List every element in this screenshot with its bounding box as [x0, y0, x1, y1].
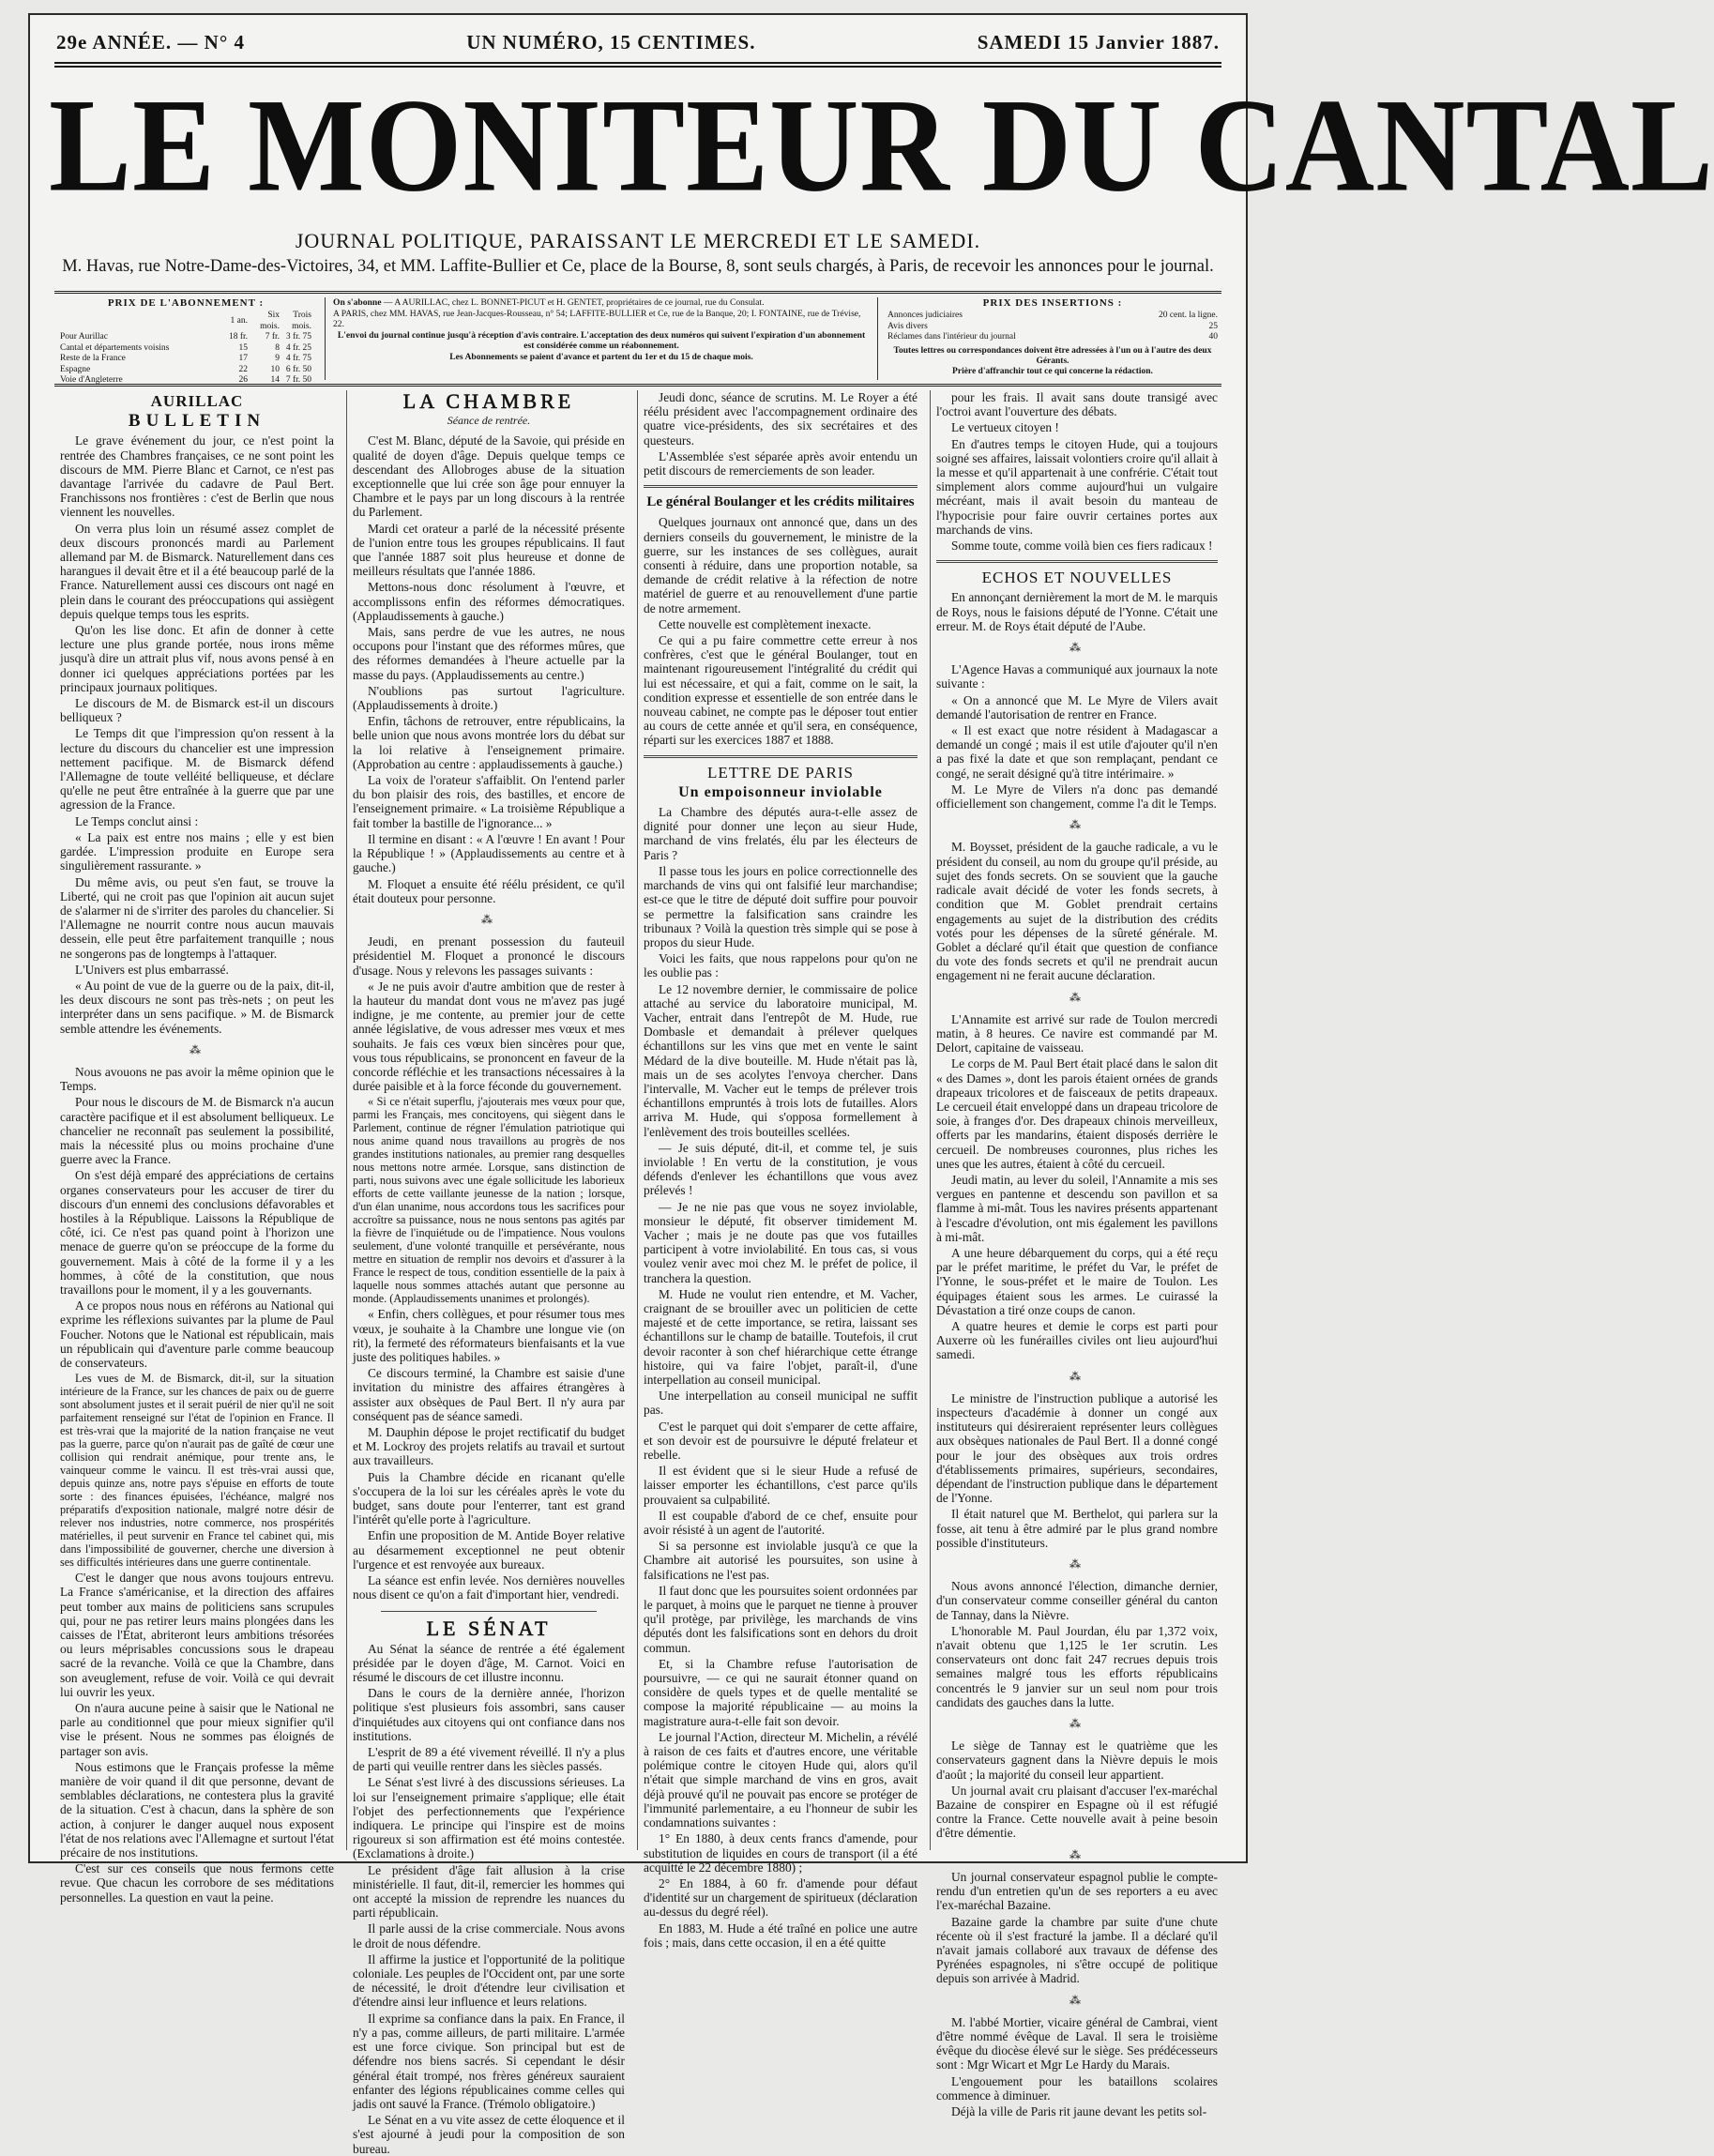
- paragraph: L'esprit de 89 a été vivement réveillé. Il n'y a plus de parti qui veuille rentrer dans les siècles passés.: [353, 1745, 625, 1774]
- paragraph: Le journal l'Action, directeur M. Michelin, a révélé à raison de ces faits et d'autres encore, une véritable polémique contre le citoyen Hude qui, alors qu'il n'était que simple marchand de vins en gros, avait déjà prouvé qu'il ne pouvait pas encore se protéger de l'immunité parlementaire, a eu l'honneur de subir les condamnations suivantes :: [644, 1729, 918, 1830]
- paragraph: On s'est déjà emparé des appréciations de certains organes conservateurs pour les accuser de tirer du discours d'un ennemi des conclusions défavorables et hostiles à la République. Laissons la République de côté, ici. Ce n'est pas quand point à l'horizon une menace de guerre qu'on se préoccupe de la forme du gouvernement. Mais à côté de la forme il y a les hommes, à côté de la constitution, que nous travaillons pour le moment, il y a les gouvernants.: [60, 1168, 334, 1297]
- paragraph: Si sa personne est inviolable jusqu'à ce que la Chambre ait autorisé les poursuites, son usine à falsifications ne l'est pas.: [644, 1539, 918, 1582]
- subscription-title: PRIX DE L'ABONNEMENT :: [107, 297, 265, 309]
- issue-date: SAMEDI 15 Janvier 1887.: [977, 30, 1220, 53]
- table-row: Reste de la France 17 9 4 fr. 75: [60, 354, 311, 363]
- paragraph: Nous avons annoncé l'élection, dimanche dernier, d'un conservateur comme conseiller général du canton de Tannay, dans la Nièvre.: [936, 1579, 1218, 1622]
- paragraph: L'Annamite est arrivé sur rade de Toulon mercredi matin, à 8 heures. Ce navire est commandé par M. Delort, capitaine de vaisseau.: [936, 1011, 1218, 1055]
- asterism-separator: ⁂: [1069, 1993, 1085, 2007]
- correspondence-note: Toutes lettres ou correspondances doivent être adressées à l'un ou à l'autre des deux Gérants.: [893, 345, 1212, 366]
- paragraph: Ce qui a pu faire commettre cette erreur à nos confrères, c'est que le général Boulanger, tout en maintenant rigoureusement l'intégralité du crédit qui lui est nécessaire, et qui a fait, comme on le sait, la condition expresse et essentielle de son entrée dans le nouveau cabinet, ne compte pas le déposer tout entier au cours de cette année et qu'il sera, en conséquence, réparti sur les exercices 1887 et 1888.: [644, 633, 918, 748]
- paragraph: A une heure débarquement du corps, qui a été reçu par le préfet maritime, le préfet du Var, le préfet de l'Yonne, le sous-préfet et le maire de Toulon. Les équipages étaient sous les armes. Le cuirassé la Dévastation a tiré onze coups de canon.: [936, 1245, 1218, 1317]
- asterism-separator: ⁂: [1069, 990, 1085, 1004]
- asterism-separator: ⁂: [1069, 641, 1085, 655]
- table-row: Voie d'Angleterre 26 14 7 fr. 50: [60, 375, 311, 385]
- senat-article-continued: [644, 390, 918, 478]
- section-heading-aurillac: AURILLAC: [150, 392, 244, 410]
- address-paris: A PARIS, chez MM. HAVAS, rue Jean-Jacques-Rousseau, n° 54; LAFFITE-BULLIER et Ce, rue de la Banque, 20; I. FONTAINE, rue de Trévise, 22.: [333, 308, 861, 329]
- insertion-prices: [887, 297, 1218, 380]
- separator-rule: [644, 485, 918, 488]
- paragraph: Le discours de M. de Bismarck est-il un discours belliqueux ?: [60, 696, 334, 725]
- lettre-de-paris-article: [644, 805, 918, 1950]
- issue-number: 29e ANNÉE. — N° 4: [56, 30, 245, 53]
- table-row: Espagne 22 10 6 fr. 50: [60, 364, 311, 374]
- paragraph: C'est le danger que nous avons toujours entrevu. La France s'américanise, et la direction des affaires peut tomber aux mains de politiciens sans scrupules qui, pour ne pas retirer leurs mains plongées dans les caisses de l'État, abriteront leurs ambitions trésorées ou leurs méprisables concussions sous le drapeau sacré de la revanche. Voilà ce que la Chambre, dans son aveuglement, refuse de voir. Voilà ce qui devrait lui ouvrir les yeux.: [60, 1571, 334, 1699]
- paragraph: C'est sur ces conseils que nous fermons cette revue. Que chacun les corrobore de ses méditations personnelles. La question en vaut la peine.: [60, 1861, 334, 1905]
- echos-article: [936, 590, 1218, 2118]
- paragraph: Jeudi matin, au lever du soleil, l'Annamite a mis ses vergues en pantenne et descendu son pavillon et sa flamme à mi-mât. Tous les navires présents appartenant à l'escadre d'évolution, ont mis également les pavillons à mi-mât.: [936, 1172, 1218, 1244]
- paragraph: « Au point de vue de la guerre ou de la paix, dit-il, les deux discours ne sont pas très-nets ; on peut les interpréter dans un sens pacifique. » M. de Bismarck semble attendre les événements.: [60, 978, 334, 1036]
- paragraph: A ce propos nous nous en référons au National qui exprime les réflexions suivantes par la plume de Paul Foucher. Notons que le National est républicain, mais un républicain qui d'aventure parle comme beaucoup de conservateurs.: [60, 1298, 334, 1370]
- subscription-table: 1 an. Six mois. Trois mois. Pour Aurillac 18 fr. 7 fr. 3 fr. 75 Cantal et départements voisins 15 8 4 fr. 25 Reste de la France 17 9 4 fr. 75 Espagne 22 10 6 fr. 50 Voie d'Angleterre 26 14 7 fr. 50: [60, 311, 311, 385]
- paragraph: Il passe tous les jours en police correctionnelle des marchands de vins qui ont falsifié leur marchandise; est-ce que le titre de député doit suffire pour pouvoir se permettre la falsification sans craindre les tribunaux ? Voilà la question très simple qui se pose à propos du sieur Hude.: [644, 863, 918, 949]
- paragraph: Un journal avait cru plaisant d'accuser l'ex-maréchal Bazaine de conspirer en Espagne où il est réfugié contre la France. Cette nouvelle avait à peine besoin d'être démentie.: [936, 1783, 1218, 1841]
- paragraph: M. l'abbé Mortier, vicaire général de Cambrai, vient d'être nommé évêque de Laval. Il sera le troisième évêque du diocèse élevé sur le siège. Ses prédécesseurs sont : Mgr Wicart et Mgr Le Hardy du Marais.: [936, 2014, 1218, 2072]
- paragraph: Ce discours terminé, la Chambre est saisie d'une invitation du ministre des affaires étrangères à assister aux obsèques de Paul Bert. Il n'y aura par conséquent pas de séance samedi.: [353, 1366, 625, 1423]
- section-heading-lettre-de-paris: LETTRE DE PARIS: [706, 763, 855, 782]
- section-heading-chambre: LA CHAMBRE: [402, 389, 575, 413]
- table-row: Annonces judiciaires 20 cent. la ligne.: [887, 311, 1218, 320]
- top-rule-2: [54, 66, 1221, 68]
- paragraph: M. Le Myre de Vilers n'a donc pas demandé officiellement son changement, comme l'a dit le Temps.: [936, 782, 1218, 812]
- asterism-separator: ⁂: [1069, 818, 1085, 832]
- table-row: Cantal et départements voisins 15 8 4 fr. 25: [60, 342, 311, 353]
- paragraph: 1° En 1880, à deux cents francs d'amende, pour substitution de liquides en cours de transport (il a été acquitté le 22 décembre 1880) ;: [644, 1831, 918, 1875]
- separator-rule: [936, 560, 1218, 563]
- paragraph: La Chambre des députés aura-t-elle assez de dignité pour donner une leçon au sieur Hude, marchand de vins frelatés, élu par les électeurs de Paris ?: [644, 805, 918, 862]
- paragraph: « Il est exact que notre résident à Madagascar a demandé un congé ; mais il est utile d'ajouter qu'il n'en a pas fixé la date et que son remplaçant, pendant ce congé, ne serait désigné qu'à titre intérimaire. »: [936, 723, 1218, 781]
- paragraph: Il parle aussi de la crise commerciale. Nous avons le droit de nous défendre.: [353, 1921, 625, 1951]
- paragraph: Puis la Chambre décide en ricanant qu'elle s'occupera de la loi sur les céréales après le vote du budget, sans doute pour l'enterrer, tant est grand l'intérêt qu'elle porte à l'agriculture.: [353, 1469, 625, 1527]
- paragraph: Nous avouons ne pas avoir la même opinion que le Temps.: [60, 1064, 334, 1094]
- paragraph: Somme toute, comme voilà bien ces fiers radicaux !: [951, 539, 1213, 554]
- paragraph: Qu'on les lise donc. Et afin de donner à cette lecture une plus grande portée, nous irons même jusqu'à dire un attrait plus vif, nous avons pensé à en donner ici quelques appréciations portées par les principaux journaux politiques.: [60, 623, 334, 694]
- paragraph: M. Boysset, président de la gauche radicale, a vu le président du conseil, au nom du groupe qu'il préside, au sujet des fonds secrets. On se souvient que la gauche radicale avait décidé de voter les fonds secrets, à condition que M. Goblet prendrait certains engagements au sujet de la distribution des crédits votés pour les dépenses de la sûreté générale. M. Goblet a déclaré qu'il était que question de confiance du vote des fonds secrets et qu'il ne prendrait aucun engagement ni ne ferait aucune déclaration.: [936, 840, 1218, 983]
- paragraph: On n'aura aucune peine à saisir que le National ne parle au conditionnel que pour mieux signifier qu'il vise le présent. Nous ne sommes pas éloignés de partager son avis.: [60, 1701, 334, 1758]
- separator-rule: [644, 755, 918, 758]
- lettre-de-paris-continued: [936, 390, 1218, 553]
- section-heading-senat: LE SÉNAT: [426, 1617, 552, 1641]
- payment-note: Les Abonnements se paient d'avance et partent du 1er et du 15 de chaque mois.: [449, 351, 753, 362]
- paragraph: Nous estimons que le Français professe la même manière de voir quand il dit que personne, devant de semblables déclarations, ne contestera plus la gravité de la situation. C'est à chacun, dans la sphère de son action, à conjurer le danger auquel nous exposent l'état de nos relations avec l'Allemagne et surtout l'état précaire de nos institutions.: [60, 1759, 334, 1860]
- paragraph: Il exprime sa confiance dans la paix. En France, il n'y a pas, comme ailleurs, de parti militaire. L'armée est une force civique. Son principal but est de défendre nos biens sacrés. Si cependant le désir général était trompé, nos frères généreux sauraient enfanter des légions républicaines comme celles qui jadis ont sauvé la France. (Trémolo obligatoire.): [353, 2011, 625, 2111]
- paragraph: Cette nouvelle est complètement inexacte.: [659, 616, 872, 631]
- paragraph: Il affirme la justice et l'opportunité de la politique coloniale. Les peuples de l'Occident ont, par une sorte de nécessité, le droit d'étendre leur civilisation et d'étendre ainsi leur influence et leurs relations.: [353, 1951, 625, 2010]
- asterism-separator: ⁂: [1069, 1369, 1085, 1383]
- newspaper-subtitle: JOURNAL POLITIQUE, PARAISSANT LE MERCREDI ET LE SAMEDI.: [295, 229, 981, 252]
- paragraph: En annonçant dernièrement la mort de M. le marquis de Roys, nous le faisions député de l'Yonne. C'était une erreur. M. de Roys était député de l'Aube.: [936, 590, 1218, 633]
- paragraph: Le Temps conclut ainsi :: [75, 813, 199, 828]
- paragraph: L'honorable M. Paul Jourdan, élu par 1,372 voix, n'avait obtenu que 1,125 le 1er scrutin. Les conservateurs ont donc fait 247 recrues depuis trois semaines malgré tous les efforts républicains concentrés le 9 janvier sur un seul nom pour trois candidats des gauches dans la lutte.: [936, 1623, 1218, 1709]
- paragraph: Il est coupable d'abord de ce chef, ensuite pour avoir résisté à un agent de l'autorité.: [644, 1508, 918, 1538]
- boulanger-article: [644, 515, 918, 747]
- paragraph: Dans le cours de la dernière année, l'horizon politique s'est plusieurs fois assombri, sans causer d'inquiétudes aux citoyens qui ont confiance dans nos institutions.: [353, 1686, 625, 1743]
- paragraph: M. Floquet a ensuite été réélu président, ce qu'il était douteux pour personne.: [353, 876, 625, 905]
- address-aurillac: A AURILLAC, chez L. BONNET-PICUT et H. GENTET, propriétaires de ce journal, rue du Consulat.: [394, 297, 765, 308]
- paragraph: Le vertueux citoyen !: [951, 420, 1059, 435]
- table-row: Avis divers 25: [887, 321, 1218, 331]
- paragraph: M. Dauphin dépose le projet rectificatif du budget et M. Lockroy des projets relatifs au travail et surtout aux travailleurs.: [353, 1424, 625, 1468]
- paragraph: Du même avis, ou peut s'en faut, se trouve la Liberté, qui ne croit pas que l'opinion ait aucun sujet de s'alarmer ni de s'irriter des paroles du chancelier. Si l'Allemagne ne nourrit contre nous aucun mauvais dessein, elle peut être parfaitement tranquille ; nous ne songerons pas de longtemps à l'attaquer.: [60, 874, 334, 961]
- paragraph: Le grave événement du jour, ce n'est point la rentrée des Chambres françaises, ce ne sont point les discours de MM. Pierre Blanc et Carnot, ce n'est pas davantage l'arrivée du cadavre de Paul Bert. Franchissons nos frontières : c'est de Berlin que nous viennent les nouvelles.: [60, 433, 334, 520]
- asterism-separator: ⁂: [1069, 1557, 1085, 1571]
- asterism-separator: ⁂: [190, 1042, 205, 1056]
- paragraph: « La paix est entre nos mains ; elle y est bien gardée. L'impression produite en Europe sera singulièrement rassurante. »: [60, 829, 334, 873]
- paragraph: Jeudi donc, séance de scrutins. M. Le Royer a été réélu président avec l'accompagnement ordinaire des quatre vice-présidents, des six secrétaires et des questeurs.: [644, 390, 918, 448]
- dateline: [56, 28, 1220, 56]
- paragraph: Le ministre de l'instruction publique a autorisé les inspecteurs d'académie à donner un congé aux instituteurs qui désireraient représenter leurs collègues aux obsèques nationales de Paul Bert. Il a donné congé pour le jour des obsèques aux trois ordres d'établissements primaires, supérieurs, secondaires, dépendant de l'instruction publique dans le département de l'Yonne.: [936, 1390, 1218, 1506]
- paragraph: Au Sénat la séance de rentrée a été également présidée par le doyen d'âge, M. Carnot. Voici en résumé le discours de cet illustre inconnu.: [353, 1641, 625, 1685]
- continuation-note: L'envoi du journal continue jusqu'à réception d'avis contraire. L'acceptation des deux numéros qui suivent l'expiration d'un abonnement est considérée comme un réabonnement.: [337, 329, 866, 351]
- subscription-info-box: [54, 291, 1221, 387]
- paragraph: N'oublions pas surtout l'agriculture. (Applaudissements à droite.): [353, 683, 625, 713]
- paragraph: Une interpellation au conseil municipal ne suffit pas.: [644, 1389, 918, 1418]
- paragraph: Enfin une proposition de M. Antide Boyer relative au désarmement exceptionnel ne peut obtenir l'urgence et est renvoyée aux bureaux.: [353, 1528, 625, 1571]
- paragraph: « Enfin, chers collègues, et pour résumer tous mes vœux, je souhaite à la Chambre une longue vie (on rit), la fermeté des réformateurs bienfaisants et la vue juste des politiques habiles. »: [353, 1307, 625, 1364]
- section-heading-boulanger: Le général Boulanger et les crédits militaires: [646, 494, 915, 510]
- paragraph: L'engouement pour les bataillons scolaires commence à diminuer.: [936, 2073, 1218, 2103]
- paragraph: « Je ne puis avoir d'autre ambition que de rester à la hauteur du mandat dont vous ne m'avez pas jugé indigne, je me contente, au premier jour de cette année législative, de vous adresser mes vœux et mes souhaits. Je fais ces vœux bien sincères pour que, vous tous républicains, se prononcent en faveur de la concorde réfléchie et les transactions nécessaires à la durée paisible et à la force féconde du gouvernement.: [353, 979, 625, 1094]
- paragraph: A quatre heures et demie le corps est parti pour Auxerre où les funérailles civiles ont lieu aujourd'hui samedi.: [936, 1318, 1218, 1362]
- paragraph: Les vues de M. de Bismarck, dit-il, sur la situation intérieure de la France, sur les chances de paix ou de guerre sont absolument justes et il serait puéril de nier qu'il ne soit parfaitement renseigné sur l'état de l'opinion en France. Il est très-vrai que la majorité de la nation française ne veut pas la guerre, parce qu'on n'aurait pas de gaîté de cœur une collision qui rendrait anémique, pour trente ans, le vainqueur comme le vaincu. Il est très-vrai aussi que, depuis quinze ans, notre pays s'épuise en efforts de toute sorte : des finances épuisées, l'échéance, malgré nos préparatifs d'exposition nationale, malgré notre désir de relever nos industries, notre commerce, nos prospérités matérielles, il peut survenir en France tel cabinet qui, mis dans l'impossibilité de gouverner, cherche une diversion à ses difficultés intérieures dans une guerre continentale.: [60, 1372, 334, 1570]
- paragraph: Bazaine garde la chambre par suite d'une chute récente où il s'est fracturé la jambe. Il a déclaré qu'il n'avait jamais collaboré aux travaux de défense des Pyrénées espagnoles, ni s'être occupé de politique depuis son arrivée à Madrid.: [936, 1914, 1218, 1986]
- paragraph: Le Sénat en a vu vite assez de cette éloquence et il s'est ajourné à jeudi pour la composition de son bureau.: [353, 2113, 625, 2156]
- insertion-table: [887, 311, 1218, 343]
- column-1: [60, 390, 334, 1905]
- table-row: Pour Aurillac 18 fr. 7 fr. 3 fr. 75: [60, 332, 311, 342]
- paragraph: Pour nous le discours de M. de Bismarck n'a aucun caractère pacifique et il est absolument belliqueux. Le chancelier ne reconnaît pas seulement la possibilité, mais la nécessité plus ou moins prochaine d'une guerre avec la France.: [60, 1095, 334, 1167]
- paragraph: Il est évident que si le sieur Hude a refusé de laisser emporter les échantillons, c'est parce qu'ils prouvaient sa culpabilité.: [644, 1464, 918, 1507]
- newspaper-title: LE MONITEUR DU CANTAL: [49, 70, 1714, 220]
- paragraph: Il était naturel que M. Berthelot, qui parlera sur la fosse, ait tenu à être admiré par le plus grand nombre possible d'instituteurs.: [936, 1507, 1218, 1550]
- paragraph: On verra plus loin un résumé assez complet de deux discours prononcés mardi au Parlement allemand par M. de Bismarck. Naturellement dans ces harangues il devait être et il a été beaucoup parlé de la France. Naturellement aussi ces discours ont nagé en plein dans le courant des préoccupations qui assiègent depuis quelque temps tous les esprits.: [60, 521, 334, 621]
- chambre-article: [353, 433, 625, 1602]
- paragraph: Le 12 novembre dernier, le commissaire de police attaché au service du laboratoire municipal, M. Vacher, entrait dans l'entrepôt de M. Hude, rue Dombasle et demandait à prélever quelques échantillons sur les vins que met en vente le saint Médard de la dive bouteille. M. Hude n'était pas là, mais un de ses acolytes l'envoya chercher. Dans l'intervalle, M. Vacher eut le temps de prélever trois échantillons empruntés à trois lots de futailles. Alors arriva M. Hude, qui s'opposa formellement à l'enlèvement des trois bouteilles scellées.: [644, 981, 918, 1139]
- subscription-prices: [60, 297, 311, 385]
- paragraph: Il faut donc que les poursuites soient ordonnées par le parquet, à moins que le parquet ne tienne à prouver qu'il protège, par privilège, les marchands de vins députés dont les falsifications sont en dehors du droit commun.: [644, 1583, 918, 1655]
- paragraph: La voix de l'orateur s'affaiblit. On l'entend parler du bon plaisir des rois, des bastilles, et encore de l'enseignement primaire. « La troisième République a fait tomber la bastille de l'ignorance... »: [353, 773, 625, 830]
- paragraph: Quelques journaux ont annoncé que, dans un des derniers conseils du gouvernement, le ministre de la guerre, sur les instances de ses collègues, aurait consenti à réduire, dans une proportion notable, sa demande de crédit relative à la réfection de notre matériel de guerre et au renouvellement d'une partie de notre armement.: [644, 515, 918, 615]
- paragraph: C'est le parquet qui doit s'emparer de cette affaire, et son devoir est de poursuivre le député frelateur et rebelle.: [644, 1419, 918, 1463]
- paragraph: L'Agence Havas a communiqué aux journaux la note suivante :: [936, 662, 1218, 691]
- subscription-addresses: On s'abonne — A AURILLAC, chez L. BONNET-PICUT et H. GENTET, propriétaires de ce journal, rue du Consulat. A PARIS, chez MM. HAVAS, rue Jean-Jacques-Rousseau, n° 54; LAFFITE-BULLIER et Ce, rue de la Banque, 20; I. FONTAINE, rue de Trévise, 22. L'envoi du journal continue jusqu'à réception d'avis contraire. L'acceptation des deux numéros qui suivent l'expiration d'un abonnement est considérée comme un réabonnement. Les Abonnements se paient d'avance et partent du 1er et du 15 de chaque mois.: [325, 297, 878, 380]
- paragraph: Déjà la ville de Paris rit jaune devant les petits sol-: [951, 2103, 1207, 2118]
- paragraph: 2° En 1884, à 60 fr. d'amende pour défaut d'identité sur un chargement de spiritueux (déclaration au-dessus du degré réel).: [644, 1875, 918, 1920]
- paragraph: Enfin, tâchons de retrouver, entre républicains, la belle union que nous avons montrée lors du débat sur la loi relative à l'enseignement primaire. (Approbation au centre : applaudissements à gauche.): [353, 714, 625, 771]
- paragraph: — Je ne nie pas que vous ne soyez inviolable, monsieur le député, fit observer timidement M. Vacher ; mais je ne doute pas que vos futailles participent à votre inviolabilité. En tous cas, si vous voulez venir avec moi chez M. le préfet de police, il tranchera la question.: [644, 1199, 918, 1285]
- article-columns: [54, 389, 1221, 2156]
- paragraph: L'Assemblée s'est séparée après avoir entendu un petit discours de remerciements de son leader.: [644, 448, 918, 478]
- insertion-title: PRIX DES INSERTIONS :: [982, 297, 1123, 309]
- asterism-separator: ⁂: [1069, 1717, 1085, 1731]
- paragraph: Et, si la Chambre refuse l'autorisation de poursuivre, — ce qui ne saurait étonner quand on considère de quels types et de quelle mentalité se compose la majorité républicaine — au moins la magistrature aura-t-elle fait son devoir.: [644, 1656, 918, 1728]
- paragraph: Le corps de M. Paul Bert était placé dans le salon dit « des Dames », dont les parois étaient ornées de grands drapeaux tricolores et de faisceaux de petits drapeaux. Le cercueil était enveloppé dans un drapeau tricolore de soie, à franges d'or. Des drapeaux chinois merveilleux, offerts par les mandarins, étaient disposés derrière le cercueil. De nombreuses couronnes, plus riches les unes que les autres, étaient à côté du cercueil.: [936, 1056, 1218, 1171]
- bulletin-article: [60, 433, 334, 1904]
- paragraph: Mettons-nous donc résolument à l'œuvre, et accomplissons enfin des réformes démocratiques. (Applaudissements à gauche.): [353, 580, 625, 623]
- newspaper-page: [28, 13, 1714, 2156]
- paragraph: M. Hude ne voulut rien entendre, et M. Vacher, craignant de se brouiller avec un politicien de cette majesté et de cette importance, se retira, laissant ses échantillons sur le champ de bataille. Toutefois, il crut devoir raconter à son chef hiérarchique cette étrange histoire, qui va faire l'objet, paraît-il, d'une interpellation au conseil municipal.: [644, 1286, 918, 1387]
- asterism-separator: ⁂: [1069, 1847, 1085, 1861]
- paragraph: Il termine en disant : « A l'œuvre ! En avant ! Pour la République ! » (Applaudissements au centre et à gauche.): [353, 831, 625, 875]
- session-subheading: Séance de rentrée.: [447, 414, 531, 428]
- issue-price: UN NUMÉRO, 15 CENTIMES.: [466, 30, 756, 53]
- paragraph: Le Sénat s'est livré à des discussions sérieuses. La loi sur l'enseignement primaire s'applique; elle était l'objet des perfectionnements que l'expérience indiquera. Le principe qui l'inspire est de moins rigoureux si son affirmation est été moins contestée. (Exclamations à droite.): [353, 1775, 625, 1861]
- advertising-agency-note: M. Havas, rue Notre-Dame-des-Victoires, 34, et MM. Laffite-Bullier et Ce, place de la Bourse, 8, sont seuls chargés, à Paris, de recevoir les annonces pour le journal.: [62, 257, 1214, 276]
- paragraph: C'est M. Blanc, député de la Savoie, qui préside en qualité de doyen d'âge. Depuis quelque temps ce descendant des Allobroges abuse de la situation exceptionnelle que lui crée son âge pour ennuyer la Chambre et le pays par un long discours à la rentrée du Parlement.: [353, 433, 625, 520]
- column-2: [353, 389, 625, 2156]
- paragraph: Le président d'âge fait allusion à la crise ministérielle. Il faut, dit-il, remercier les hommes qui ont accepté la mission de reprendre les nuances du parti républicain.: [353, 1862, 625, 1921]
- paragraph: pour les frais. Il avait sans doute transigé avec l'octroi avant l'ouverture des débats.: [936, 390, 1218, 419]
- separator-rule: [381, 1611, 597, 1612]
- paragraph: Mardi cet orateur a parlé de la nécessité présente de l'union entre tous les groupes républicains. Il faut que l'année 1887 soit plus heureuse et donne de meilleurs résultats que l'année 1886.: [353, 521, 625, 579]
- paragraph: L'Univers est plus embarrassé.: [75, 962, 229, 977]
- paragraph: Le siège de Tannay est le quatrième que les conservateurs gagnent dans la Nièvre depuis le mois d'août ; la majorité du conseil leur appartient.: [936, 1738, 1218, 1782]
- postage-note: Prière d'affranchir tout ce qui concerne la rédaction.: [952, 366, 1153, 376]
- paragraph: En 1883, M. Hude a été traîné en police une autre fois ; mais, dans cette occasion, il en a été quitte: [644, 1921, 918, 1950]
- asterism-separator: ⁂: [481, 912, 496, 926]
- column-4: [936, 390, 1218, 2118]
- paragraph: « On a annoncé que M. Le Myre de Vilers avait demandé l'autorisation de rentrer en France.: [936, 692, 1218, 721]
- table-row: Réclames dans l'intérieur du journal 40: [887, 332, 1218, 342]
- paragraph: — Je suis député, dit-il, et comme tel, je suis inviolable ! En vertu de la constitution, je vous défends d'enlever les échantillons que vous avez prélevés !: [644, 1140, 918, 1198]
- section-heading-echos: ECHOS ET NOUVELLES: [981, 569, 1173, 587]
- subscribe-label: On s'abonne: [333, 297, 382, 308]
- paragraph: Mais, sans perdre de vue les autres, ne nous occupons pour l'instant que des réformes mûres, que des réformes demandées à l'heure actuelle par la masse du pays. (Applaudissements au centre.): [353, 625, 625, 682]
- paragraph: « Si ce n'était superflu, j'ajouterais mes vœux pour que, parmi les Français, mes concitoyens, qui siègent dans le Parlement, continue de régner l'émulation patriotique qui nous anime quand nous travaillons au progrès de nos grandes institutions nationales, au premier rang desquelles nous mettons notre armée. Lorsque, sans distinction de parti, nous suivons avec une égale sollicitude les laborieux efforts de cette vaillante jeunesse de la nation ; lorsque, d'un élan unanime, nous accordons tous les sacrifices pour accroître sa puissance, nous ne nous sentons pas agités par la fièvre de l'inquiétude ou de l'impatience. Nous voulons seulement, d'une volonté tranquille et persévérante, nous mettre en situation de remplir nos devoirs et d'assurer à la France le respect de tous, condition essentielle de la paix à laquelle nous sommes attachés autant que personne au monde. (Applaudissements unanimes et prolongés).: [353, 1095, 625, 1306]
- paragraph: Jeudi, en prenant possession du fauteuil présidentiel M. Floquet a prononcé le discours d'usage. Nous y relevons les passages suivants :: [353, 934, 625, 978]
- section-heading-bulletin: BULLETIN: [128, 411, 266, 432]
- paragraph: En d'autres temps le citoyen Hude, qui a toujours soigné ses affaires, laissait volontiers croire qu'il allait à la messe et qu'il appartenait à une confrérie. C'était tout simplement alors comme aujourd'hui un vulgaire mécréant, mais il avait besoin du manteau de l'hypocrisie pour faire ouvrir certaines portes aux marchands de vins.: [936, 436, 1218, 537]
- senat-article: [353, 1642, 625, 2156]
- column-3: [644, 390, 918, 1950]
- top-rule: [54, 62, 1221, 64]
- paragraph: Voici les faits, que nous rappelons pour qu'on ne les oublie pas :: [644, 951, 918, 980]
- paragraph: La séance est enfin levée. Nos dernières nouvelles nous disent ce qu'on a fait d'important hier, vendredi.: [353, 1573, 625, 1602]
- article-subheading: Un empoisonneur inviolable: [678, 783, 883, 800]
- paragraph: Un journal conservateur espagnol publie le compte-rendu d'un entretien qu'un de ses reporters a eu avec l'ex-maréchal Bazaine.: [936, 1869, 1218, 1913]
- paragraph: Le Temps dit que l'impression qu'on ressent à la lecture du discours du chancelier est une impression nettement pacifique. M. de Bismarck défend l'Allemagne de toute velléité belliqueuse, et déclare qu'elle ne peut être entraînée à la guerre que par une agression de la France.: [60, 726, 334, 812]
